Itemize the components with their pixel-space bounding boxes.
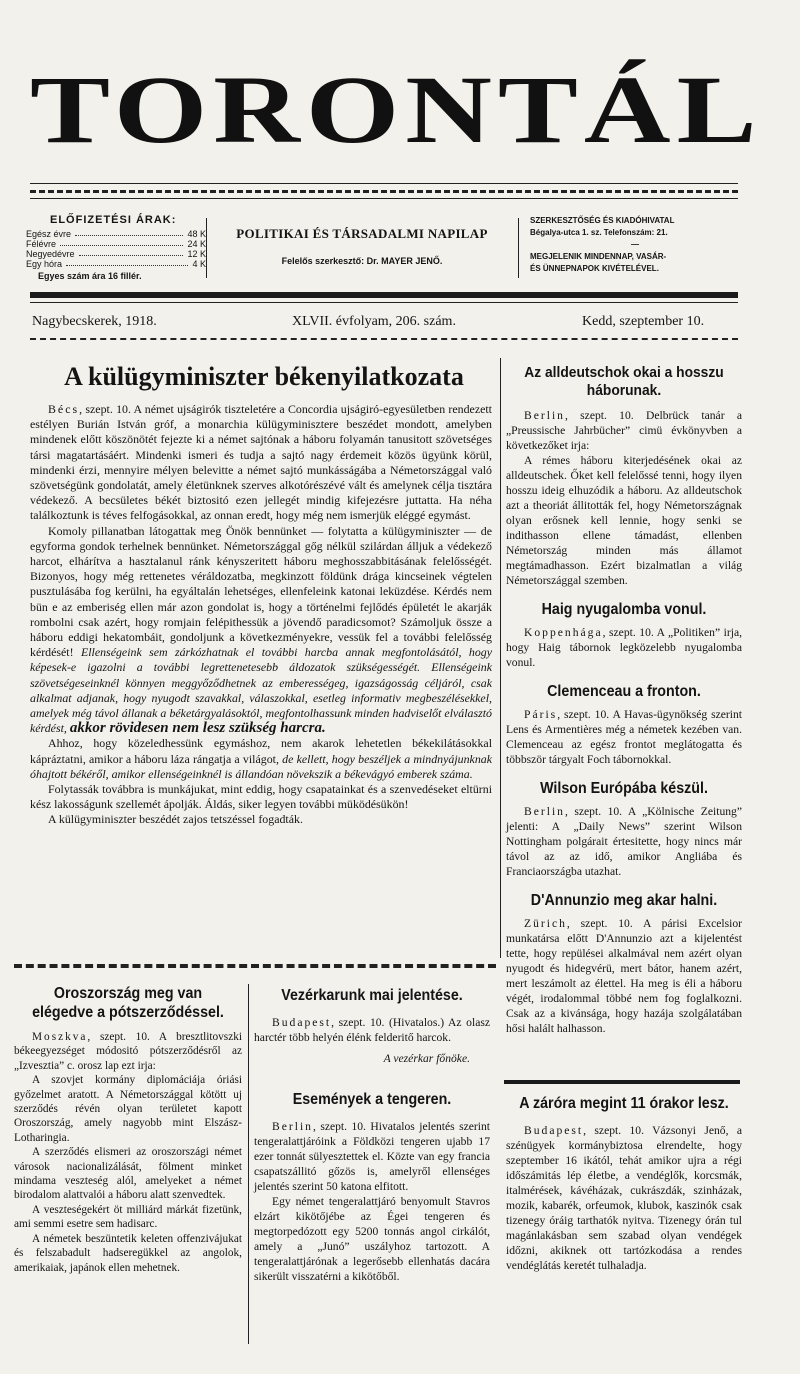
header-divider — [206, 218, 207, 278]
article-paragraph: , szept. 10. A „Kölnische Zeitung” jelenti: A „Daily News” szerint Wilson Nottingham polgárait értesitette, hogy nincs már távol az az idő, amikor Angliába és Franciaországba utazhat. — [506, 805, 742, 878]
dateline-rule — [30, 338, 738, 340]
article-paragraph: , szept. 10. (Hivatalos.) Az olasz harctér több helyén élénk felderitő harcok. — [254, 1016, 490, 1044]
price-row — [26, 229, 206, 239]
article-paragraph: , szept. 10. A párisi Excelsior munkatársa előtt D'Annunzio azt a kijelentést tette, hogy repülései alkalmával nem azért olyan nyugodt és hidegvérü, mert bátor, hanem azért, mert leszámolt az élettel. Ha meg is éli a háboru végét, irodalommal többé nem fog foglalkozni. Csak az a kivánsága, hogy hazája szolgálatában hősi halált halhasson. — [506, 917, 742, 1035]
bottom-article-title: Vezérkarunk mai jelentése. — [281, 987, 463, 1004]
masthead-dash-rule — [30, 190, 738, 193]
article-text: Komoly pillanatban látogattak meg Önök bennünket — folytatta a külügyminiszter — de egyforma gondok terhelnek bennünket. Németországgal gőg nélkül szilárdan álljuk a védekező harcot, elhárítva a hasztalanul ránk kényszeritett háboru meghosszabbitásának felelősségét. Bizonyos, hogy még rettenetes véráldozatba, megkinzott földünk drága kincseinek végtelen pusztulásába fog kerülni, ha egyáltalán lehetséges, ellenfeleink katonai leküzdése. Kérdés nem bün e az emberiség ellen már azon gondolat is, hogy a történelmi fejlődés épületét le akarják rombolni csak azért, hogy romjain felépithessük a jövendő paradicsomot? Számoljuk össze a háboru eddigi hekatombáit, gondoljunk a következményekre, vessük fel a további felelősség kérdését! — [30, 523, 492, 660]
price-row — [26, 239, 206, 249]
single-copy-price: Egyes szám ára 16 fillér. — [38, 271, 142, 281]
article-text: Ahhoz, hogy közeledhessünk egymáshoz, nem akarok lehetetlen békekilátásokkal kápráztatni, amikor a háboru láza rángatja a világot, — [30, 736, 492, 766]
article-paragraph: Egy német tengeralattjáró benyomult Stavros elzárt kikötőjébe az Égei tengeren és megtorpedózott egy 5200 tonnás angol cirkálót, amely a „Junó” uszályhoz tartozott. A tengeralattjárónak a legerősebb ellenhatás dacára sikerült visszatérni a kikötőből. — [254, 1195, 490, 1283]
office-line: MEGJELENIK MINDENNAP, VASÁR- — [530, 252, 667, 261]
price-row — [26, 249, 206, 259]
newspaper-subtitle: POLITIKAI ÉS TÁRSADALMI NAPILAP — [236, 226, 488, 241]
article-paragraph: A rémes háboru kiterjedésének okai az alldeutschek. Őket kell felelőssé tenni, hogy ilyen hosszu ideig elhuzódik a háboru. Az alldeutschok azt a theoriát állitották fel, hogy Németországnak olyan erősnek kell lennie, hogy senki se indithasson ellene támadást, ellenben Németország minden más államot megtámadhasson. Ezért bizalmatlan a világ Németországgal szemben. — [506, 454, 742, 587]
article-paragraph: A szerződés elismeri az oroszországi német városok nacionalizálását, fölment minket mindama veszteség alól, amelyeket a német birodalom alattvalói a háboru alatt szenvedtek. — [14, 1146, 242, 1202]
masthead-rule-2 — [30, 198, 738, 199]
article-paragraph — [30, 524, 492, 737]
bottom-article-title: Oroszország meg van elégedve a pótszerződéssel. — [32, 985, 224, 1021]
dateline-place: Nagybecskerek, 1918. — [32, 314, 157, 329]
dateline-volume: XLVII. évfolyam, 206. szám. — [292, 314, 456, 329]
office-line: ÉS ÜNNEPNAPOK KIVÉTELÉVEL. — [530, 264, 659, 273]
price-value: 48 K — [187, 229, 206, 239]
main-article-title: A külügyminiszter békenyilatkozata — [64, 362, 464, 391]
bottom-article-title: Események a tengeren. — [292, 1091, 452, 1108]
section-rule-right — [504, 1080, 740, 1084]
article-paragraph: , szept. 10. A Havas-ügynökség szerint Lens és Armentières még a németek kezében van. Clemenceau az egész frontot meglátogatta és többször tárgyalt Foch tábornokkal. — [506, 708, 742, 766]
article-paragraph: , szept. 10. Delbrück tanár a „Preussische Jahrbücher” cimü évkönyvben a következőket irja: — [506, 409, 742, 452]
main-article-body — [30, 402, 492, 828]
dateline-date: Kedd, szeptember 10. — [582, 314, 705, 329]
column-divider — [248, 984, 249, 1344]
masthead-rule — [30, 183, 738, 184]
article-paragraph: A szovjet kormány diplomáciája óriási győzelmet aratott. A Németországgal kötött uj szerződés révén olyan területet kapott Oroszország, amely nagyobb mint Elszász-Lotharingia. — [14, 1074, 242, 1144]
price-label: Egy hóra — [26, 259, 63, 269]
price-value: 24 K — [187, 239, 206, 249]
bottom-left-column — [14, 984, 242, 1275]
article-lead: Páris — [524, 708, 558, 721]
article-lead: Budapest — [272, 1016, 332, 1029]
newspaper-title: TORONTÁL — [30, 56, 763, 163]
office-info: SZERKESZTŐSÉG ÉS KIADÓHIVATAL Bégalya-utca 1. sz. Telefonszám: 21. — MEGJELENIK MINDENNAP, VASÁR- ÉS ÜNNEPNAPOK KIVÉTELÉVEL. — [530, 215, 740, 275]
article-emphasis: akkor rövidesen nem lesz szükség harcra. — [69, 720, 326, 737]
signature: A vezérkar főnöke. — [383, 1052, 470, 1065]
article-italic: de kellett, hogy beszéljek a mindnyájunknak óhajtott békéről, amikor ellenségeinknél is állandóan növekszik a békevágyó emberek száma. — [30, 751, 492, 781]
article-lead: Budapest — [524, 1124, 584, 1137]
side-article-title: Clemenceau a fronton. — [547, 683, 701, 700]
price-label: Negyedévre — [26, 249, 75, 259]
bottom-right-column — [506, 1094, 742, 1273]
subscription-prices — [26, 215, 206, 281]
thin-rule — [30, 302, 738, 303]
article-lead: Berlin — [272, 1120, 313, 1133]
column-divider — [500, 358, 501, 958]
article-paragraph: , szept. 10. Vázsonyi Jenő, a szénügyek kormánybiztosa elrendelte, hogy szeptember 16 ikától, tehát amikor ujra a régi időszámitás lép életbe, a vendéglők, korcsmák, italmérések, kávéházak, cukrászdák, szinházak, mozik, kabarék, orfeumok, klubok, kaszinók csak tizenegy óráig tarthatók nyitva. Tizenegy órán tul magánlakásban sem szabad olyan vendégek időzni, akiknek ott tartózkodása a rendes vendéglátás keretét tulhaladja. — [506, 1124, 742, 1272]
article-paragraph: , szept. 10. A „Politiken” irja, hogy Haig tábornok legközelebb nyugalomba vonul. — [506, 626, 742, 669]
article-lead: Bécs — [48, 402, 80, 416]
article-paragraph: , szept. 10. A bresztlitovszki békeegyezséget módositó pótszerződésről az „Izvesztia” c. orosz lap ezt irja: — [14, 1031, 242, 1072]
section-rule — [14, 964, 496, 968]
price-label: Egész évre — [26, 229, 72, 239]
office-line: Bégalya-utca 1. sz. Telefonszám: 21. — [530, 228, 668, 237]
side-article-title: Wilson Európába készül. — [540, 780, 708, 797]
office-line: SZERKESZTŐSÉG ÉS KIADÓHIVATAL — [530, 216, 675, 225]
article-paragraph: A veszteségekért öt milliárd márkát fizetünk, ami semmi esetre sem hadisarc. — [14, 1203, 242, 1231]
article-lead: Berlin — [524, 409, 565, 422]
price-row — [26, 259, 206, 269]
article-paragraph: A németek beszüntetik keleten offenzivájukat és felszabadult hadseregükkel az angolok, amerikaiak, japánok ellen mehetnek. — [14, 1232, 242, 1274]
bottom-mid-column — [254, 986, 490, 1284]
subscription-title: ELŐFIZETÉSI ÁRAK: — [50, 214, 177, 226]
price-value: 12 K — [187, 249, 206, 259]
thick-rule — [30, 292, 738, 298]
article-lead: Zürich — [524, 917, 567, 930]
side-article-title: A záróra megint 11 órakor lesz. — [519, 1095, 729, 1112]
article-paragraph — [30, 736, 492, 782]
header-divider-2 — [518, 218, 519, 278]
side-column — [506, 364, 742, 1036]
editor-line: Felelős szerkesztő: Dr. MAYER JENŐ. — [281, 256, 443, 266]
article-paragraph: A külügyminiszter beszédét zajos tetszéssel fogadták. — [48, 812, 303, 827]
side-article-title: D'Annunzio meg akar halni. — [530, 892, 718, 909]
article-lead: Moszkva — [32, 1031, 88, 1043]
article-lead: Berlin — [524, 805, 565, 818]
price-label: Félévre — [26, 239, 57, 249]
article-italic: Ellenségeink sem zárkózhatnak el további harcba annak megfontolásától, hogy képesek-e igazolni a további legrettenetesebb áldozatok szükségességét. Ellenségeink szövetségeseinknél könnyen meggyőződhetnek az emberességeg, igazságosság céljáról, csak alkalmat adjanak, hogy nyugodt szavakkal, válaszokkal, esetleg informativ megbeszélésekkel, amelyek még távol állanak a béketárgyalásoktól, megfontolhassunk minden hadviselőt elválasztó kérdést, — [30, 645, 492, 736]
article-lead: Koppenhága — [524, 626, 603, 639]
article-paragraph: Folytassák továbbra is munkájukat, mint eddig, hogy csapatainkat és a szenvedéseket eltürni kész lakosságunk szellemét ápolják. Áldás, siker legyen további müködésükön! — [30, 782, 492, 812]
article-paragraph: , szept. 10. A német ujságirók tiszteletére a Concordia ujságiró-egyesületben rendezett estélyen Burián István gróf, a monarchia külügyminisztere beszédet mondott, amelyben mindenek előtt köszönötét fejezte ki a német sajtónak a háboru folyamán tanusitott szövetséges társi magatartásáért. Mindenki ismeri és tudja a sajtó nagy érdemeit közös ügyünk körül, mindenki érzi, mennyire mélyen belevitte a német sajtó munkásságába a Németországgal való szövetségünk gondolatát, amely életünknek szerves alkotórészévé vált és amelynek célja tisztára védekező. A becsületes békét biztositó ezen jellegét mindig kifejezésre juttatta. Ha néha találkoztunk is téves felfogásokkal, az onnan eredt, hogy még nem ismerjük eléggé egymást. — [30, 402, 492, 523]
side-article-title: Az alldeutschok okai a hosszu háborunak. — [524, 364, 724, 399]
price-value: 4 K — [192, 259, 206, 269]
article-paragraph: , szept. 10. Hivatalos jelentés szerint tengeralattjáróink a Földközi tengeren ujabb 17 ezer tonnát sülyesztettek el. Közte van egy francia csapatszállitó gőzös is, amelyről ellenséges jelentés szerint 50 katona elfitott. — [254, 1120, 490, 1193]
side-article-title: Haig nyugalomba vonul. — [541, 601, 707, 618]
